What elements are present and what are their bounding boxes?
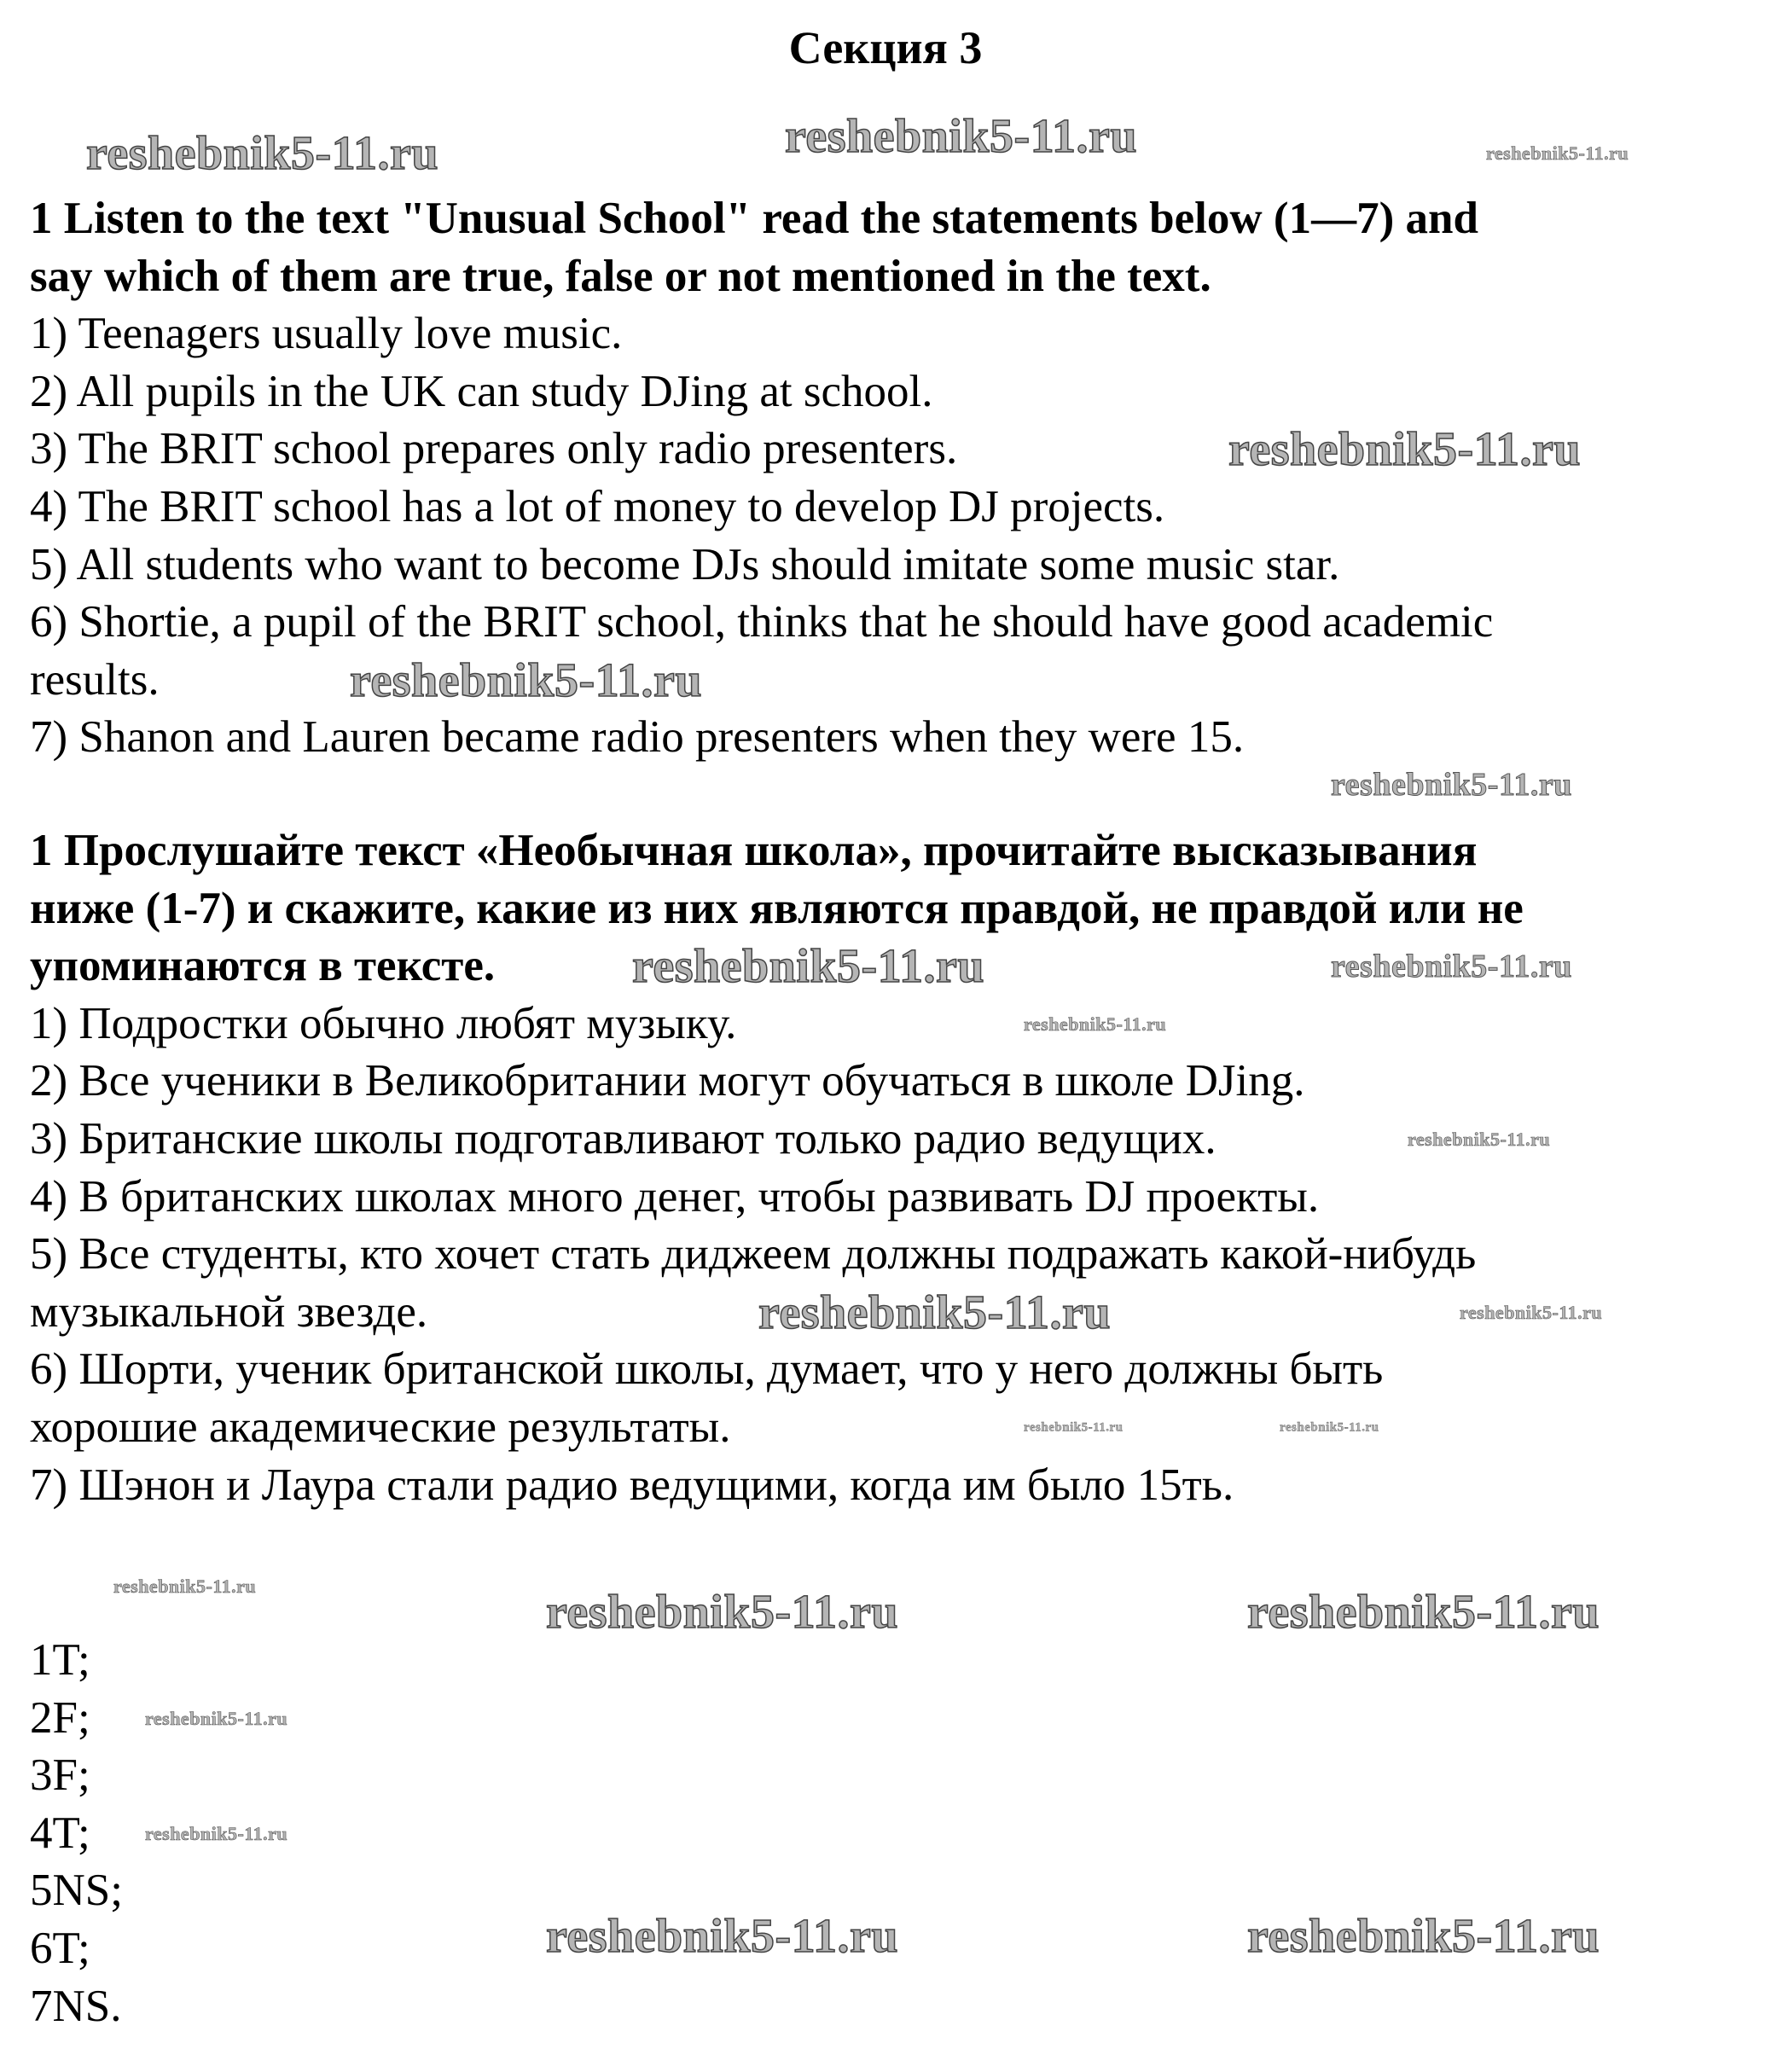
watermark: reshebnik5-11.ru [1247,1586,1600,1639]
watermark: reshebnik5-11.ru [113,1576,257,1597]
watermark: reshebnik5-11.ru [1247,1910,1600,1963]
watermark: reshebnik5-11.ru [758,1286,1112,1339]
task-heading-line: ниже (1-7) и скажите, какие из них являются правдой, не правдой или не [30,883,1524,933]
task-heading-line: 1 Listen to the text "Unusual School" read the statements below (1—7) and [30,194,1478,243]
statement: 7) Shanon and Lauren became radio presenters when they were 15. [30,712,1245,763]
statement: 1) Teenagers usually love music. [30,309,623,359]
page-title: Секция 3 [788,22,983,73]
watermark: reshebnik5-11.ru [145,1823,288,1844]
watermark: reshebnik5-11.ru [145,1708,288,1729]
watermark: reshebnik5-11.ru [1024,1013,1167,1035]
statement: 7) Шэнон и Лаура стали радио ведущими, когда им было 15ть. [30,1460,1234,1510]
task-heading-line: say which of them are true, false or not mentioned in the text. [30,251,1211,301]
task-heading-line: 1 Прослушайте текст «Необычная школа», прочитайте высказывания [30,826,1478,875]
watermark: reshebnik5-11.ru [1228,423,1582,476]
statement: results. [30,654,160,705]
task-heading-line: упоминаются в тексте. [30,941,496,991]
answer: 5NS; [30,1866,123,1916]
watermark: reshebnik5-11.ru [546,1910,899,1963]
answer: 2F; [30,1692,90,1743]
watermark: reshebnik5-11.ru [1024,1420,1124,1435]
answer: 7NS. [30,1981,122,2031]
statement: 4) The BRIT school has a lot of money to develop DJ projects. [30,481,1165,531]
watermark: reshebnik5-11.ru [1408,1129,1551,1150]
statement: 1) Подростки обычно любят музыку. [30,998,737,1048]
watermark: reshebnik5-11.ru [1280,1420,1379,1435]
statement: музыкальной звезде. [30,1286,428,1337]
answer: 1T; [30,1635,90,1685]
statement: 6) Шорти, ученик британской школы, думает, что у него должны быть [30,1344,1384,1395]
watermark: reshebnik5-11.ru [1460,1302,1603,1323]
watermark: reshebnik5-11.ru [350,654,703,707]
statement: 3) The BRIT school prepares only radio presenters. [30,424,958,474]
statement: 5) All students who want to become DJs should imitate some music star. [30,539,1340,589]
statement: хорошие академические результаты. [30,1402,731,1452]
watermark: reshebnik5-11.ru [86,127,439,180]
statement: 2) All pupils in the UK can study DJing at school. [30,366,933,416]
watermark: reshebnik5-11.ru [785,110,1138,163]
watermark: reshebnik5-11.ru [1486,142,1629,164]
russian-task [30,822,1524,1514]
answer: 4T; [30,1808,90,1858]
statement: 3) Британские школы подготавливают только радио ведущих. [30,1113,1216,1164]
answer: 6T; [30,1923,90,1973]
statement: 5) Все студенты, кто хочет стать диджеем должны подражать какой-нибудь [30,1229,1477,1280]
watermark: reshebnik5-11.ru [1331,767,1572,803]
watermark: reshebnik5-11.ru [546,1586,899,1639]
statement: 2) Все ученики в Великобритании могут обучаться в школе DJing. [30,1056,1305,1106]
statement: 6) Shortie, a pupil of the BRIT school, thinks that he should have good academic [30,597,1494,647]
answer: 3F; [30,1750,90,1801]
watermark: reshebnik5-11.ru [1331,949,1572,984]
english-task [30,190,1493,767]
answers [30,1632,123,2035]
statement: 4) В британских школах много денег, чтобы развивать DJ проекты. [30,1171,1320,1222]
watermark: reshebnik5-11.ru [632,940,985,993]
